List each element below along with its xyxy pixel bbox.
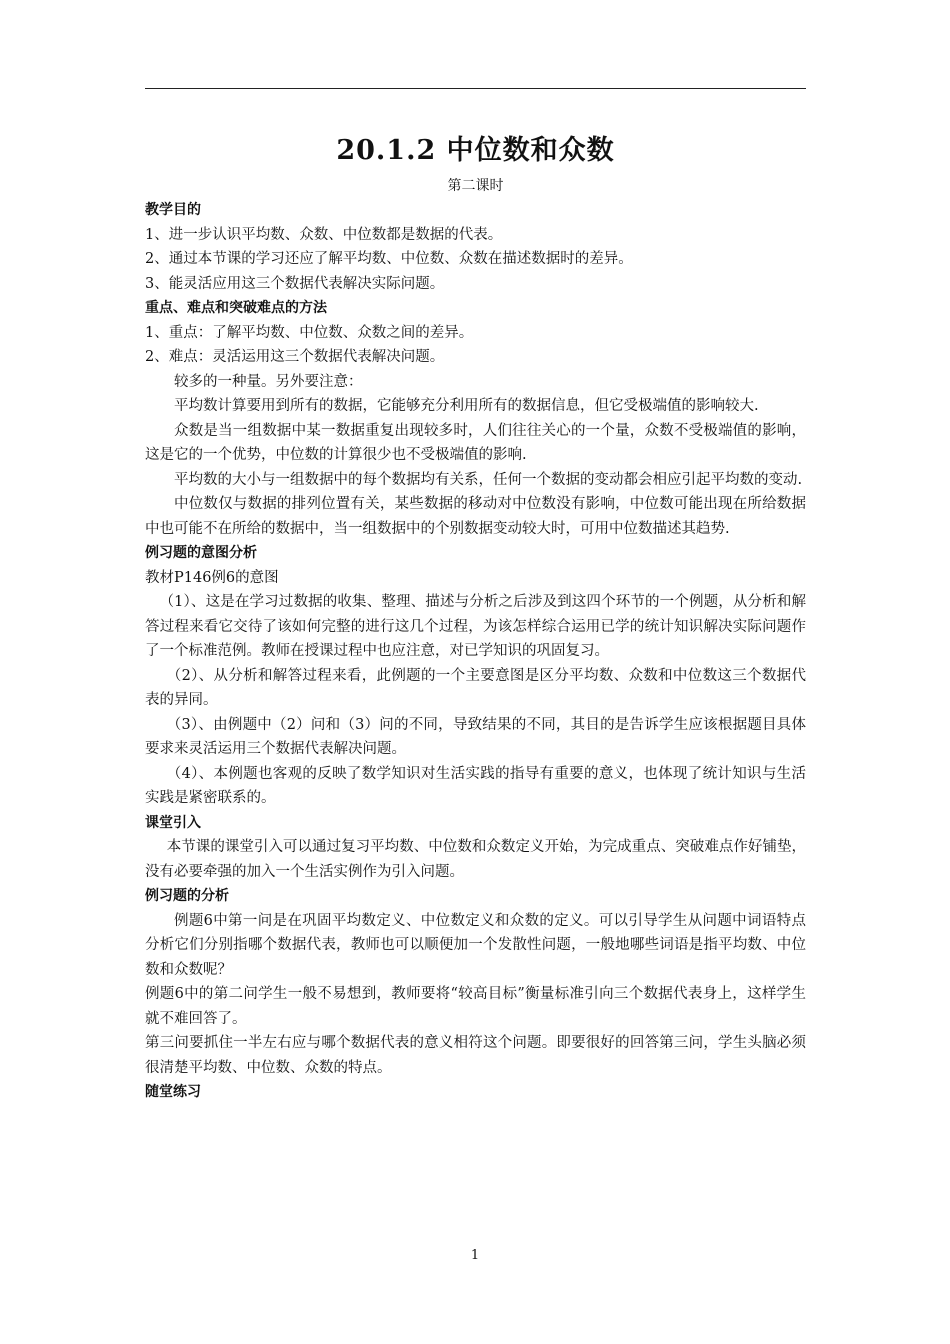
objectives-heading: 教学目的 [145, 202, 201, 218]
note-paragraph: 平均数计算要用到所有的数据，它能够充分利用所有的数据信息，但它受极端值的影响较大. [174, 398, 759, 414]
note-paragraph: 众数是当一组数据中某一数据重复出现较多时，人们往往关心的一个量，众数不受极端值的影响，这是它的一个优势，中位数的计算很少也不受极端值的影响. [145, 422, 806, 463]
intent-item: （1）、这是在学习过数据的收集、整理、描述与分析之后涉及到这四个环节的一个例题，从分析和解答过程来看它交待了该如何完整的进行这几个过程，为该怎样综合运用已学的统计知识解决实际问题作了一个标准范例。教师在授课过程中也应注意，对已学知识的巩固复习。 [145, 594, 806, 659]
intent-item: （3）、由例题中（2）问和（3）问的不同，导致结果的不同，其目的是告诉学生应该根据题目具体要求来灵活运用三个数据代表解决问题。 [145, 716, 806, 757]
analysis-heading: 例习题的分析 [145, 888, 229, 904]
analysis-paragraph: 第三问要抓住一半左右应与哪个数据代表的意义相符这个问题。即要很好的回答第三问，学生头脑必须很清楚平均数、中位数、众数的特点。 [145, 1035, 806, 1076]
header-rule [145, 88, 806, 89]
intro-heading: 课堂引入 [145, 814, 201, 831]
intent-item: （2）、从分析和解答过程来看，此例题的一个主要意图是区分平均数、众数和中位数这三个数据代表的异同。 [145, 667, 806, 708]
objective-item: 2、通过本节课的学习还应了解平均数、中位数、众数在描述数据时的差异。 [145, 251, 633, 267]
keypoint-item: 1、重点：了解平均数、中位数、众数之间的差异。 [145, 324, 474, 341]
page-number: 1 [470, 1248, 480, 1263]
intent-heading: 例习题的意图分析 [145, 545, 257, 561]
intent-item: （4）、本例题也客观的反映了数学知识对生活实践的指导有重要的意义，也体现了统计知识与生活实践是紧密联系的。 [145, 765, 806, 806]
document-body [145, 128, 806, 1105]
analysis-paragraph: 例题6中第一问是在巩固平均数定义、中位数定义和众数的定义。可以引导学生从问题中词语特点分析它们分别指哪个数据代表，教师也可以顺便加一个发散性问题，一般地哪些词语是指平均数、中位数和众数呢？ [145, 912, 806, 978]
analysis-paragraph: 例题6中的第二问学生一般不易想到，教师要将“较高目标”衡量标准引向三个数据代表身上，这样学生就不难回答了。 [145, 986, 806, 1027]
page-title: 20.1.2 中位数和众数 [336, 135, 615, 166]
keypoint-item: 2、难点：灵活运用这三个数据代表解决问题。 [145, 349, 445, 365]
objective-item: 3、能灵活应用这三个数据代表解决实际问题。 [145, 275, 445, 292]
note-paragraph: 较多的一种量。另外要注意： [174, 373, 363, 390]
intent-source: 教材P146例6的意图 [145, 569, 279, 586]
practice-heading: 随堂练习 [145, 1084, 201, 1100]
note-paragraph: 中位数仅与数据的排列位置有关，某些数据的移动对中位数没有影响，中位数可能出现在所给数据中也可能不在所给的数据中，当一组数据中的个别数据变动较大时，可用中位数描述其趋势. [145, 496, 806, 537]
page-subtitle: 第二课时 [447, 178, 504, 194]
intro-paragraph: 本节课的课堂引入可以通过复习平均数、中位数和众数定义开始，为完成重点、突破难点作好铺垫，没有必要牵强的加入一个生活实例作为引入问题。 [145, 839, 806, 880]
note-paragraph: 平均数的大小与一组数据中的每个数据均有关系，任何一个数据的变动都会相应引起平均数的变动. [174, 471, 803, 488]
objective-item: 1、进一步认识平均数、众数、中位数都是数据的代表。 [145, 226, 503, 243]
keypoints-heading: 重点、难点和突破难点的方法 [145, 300, 327, 316]
